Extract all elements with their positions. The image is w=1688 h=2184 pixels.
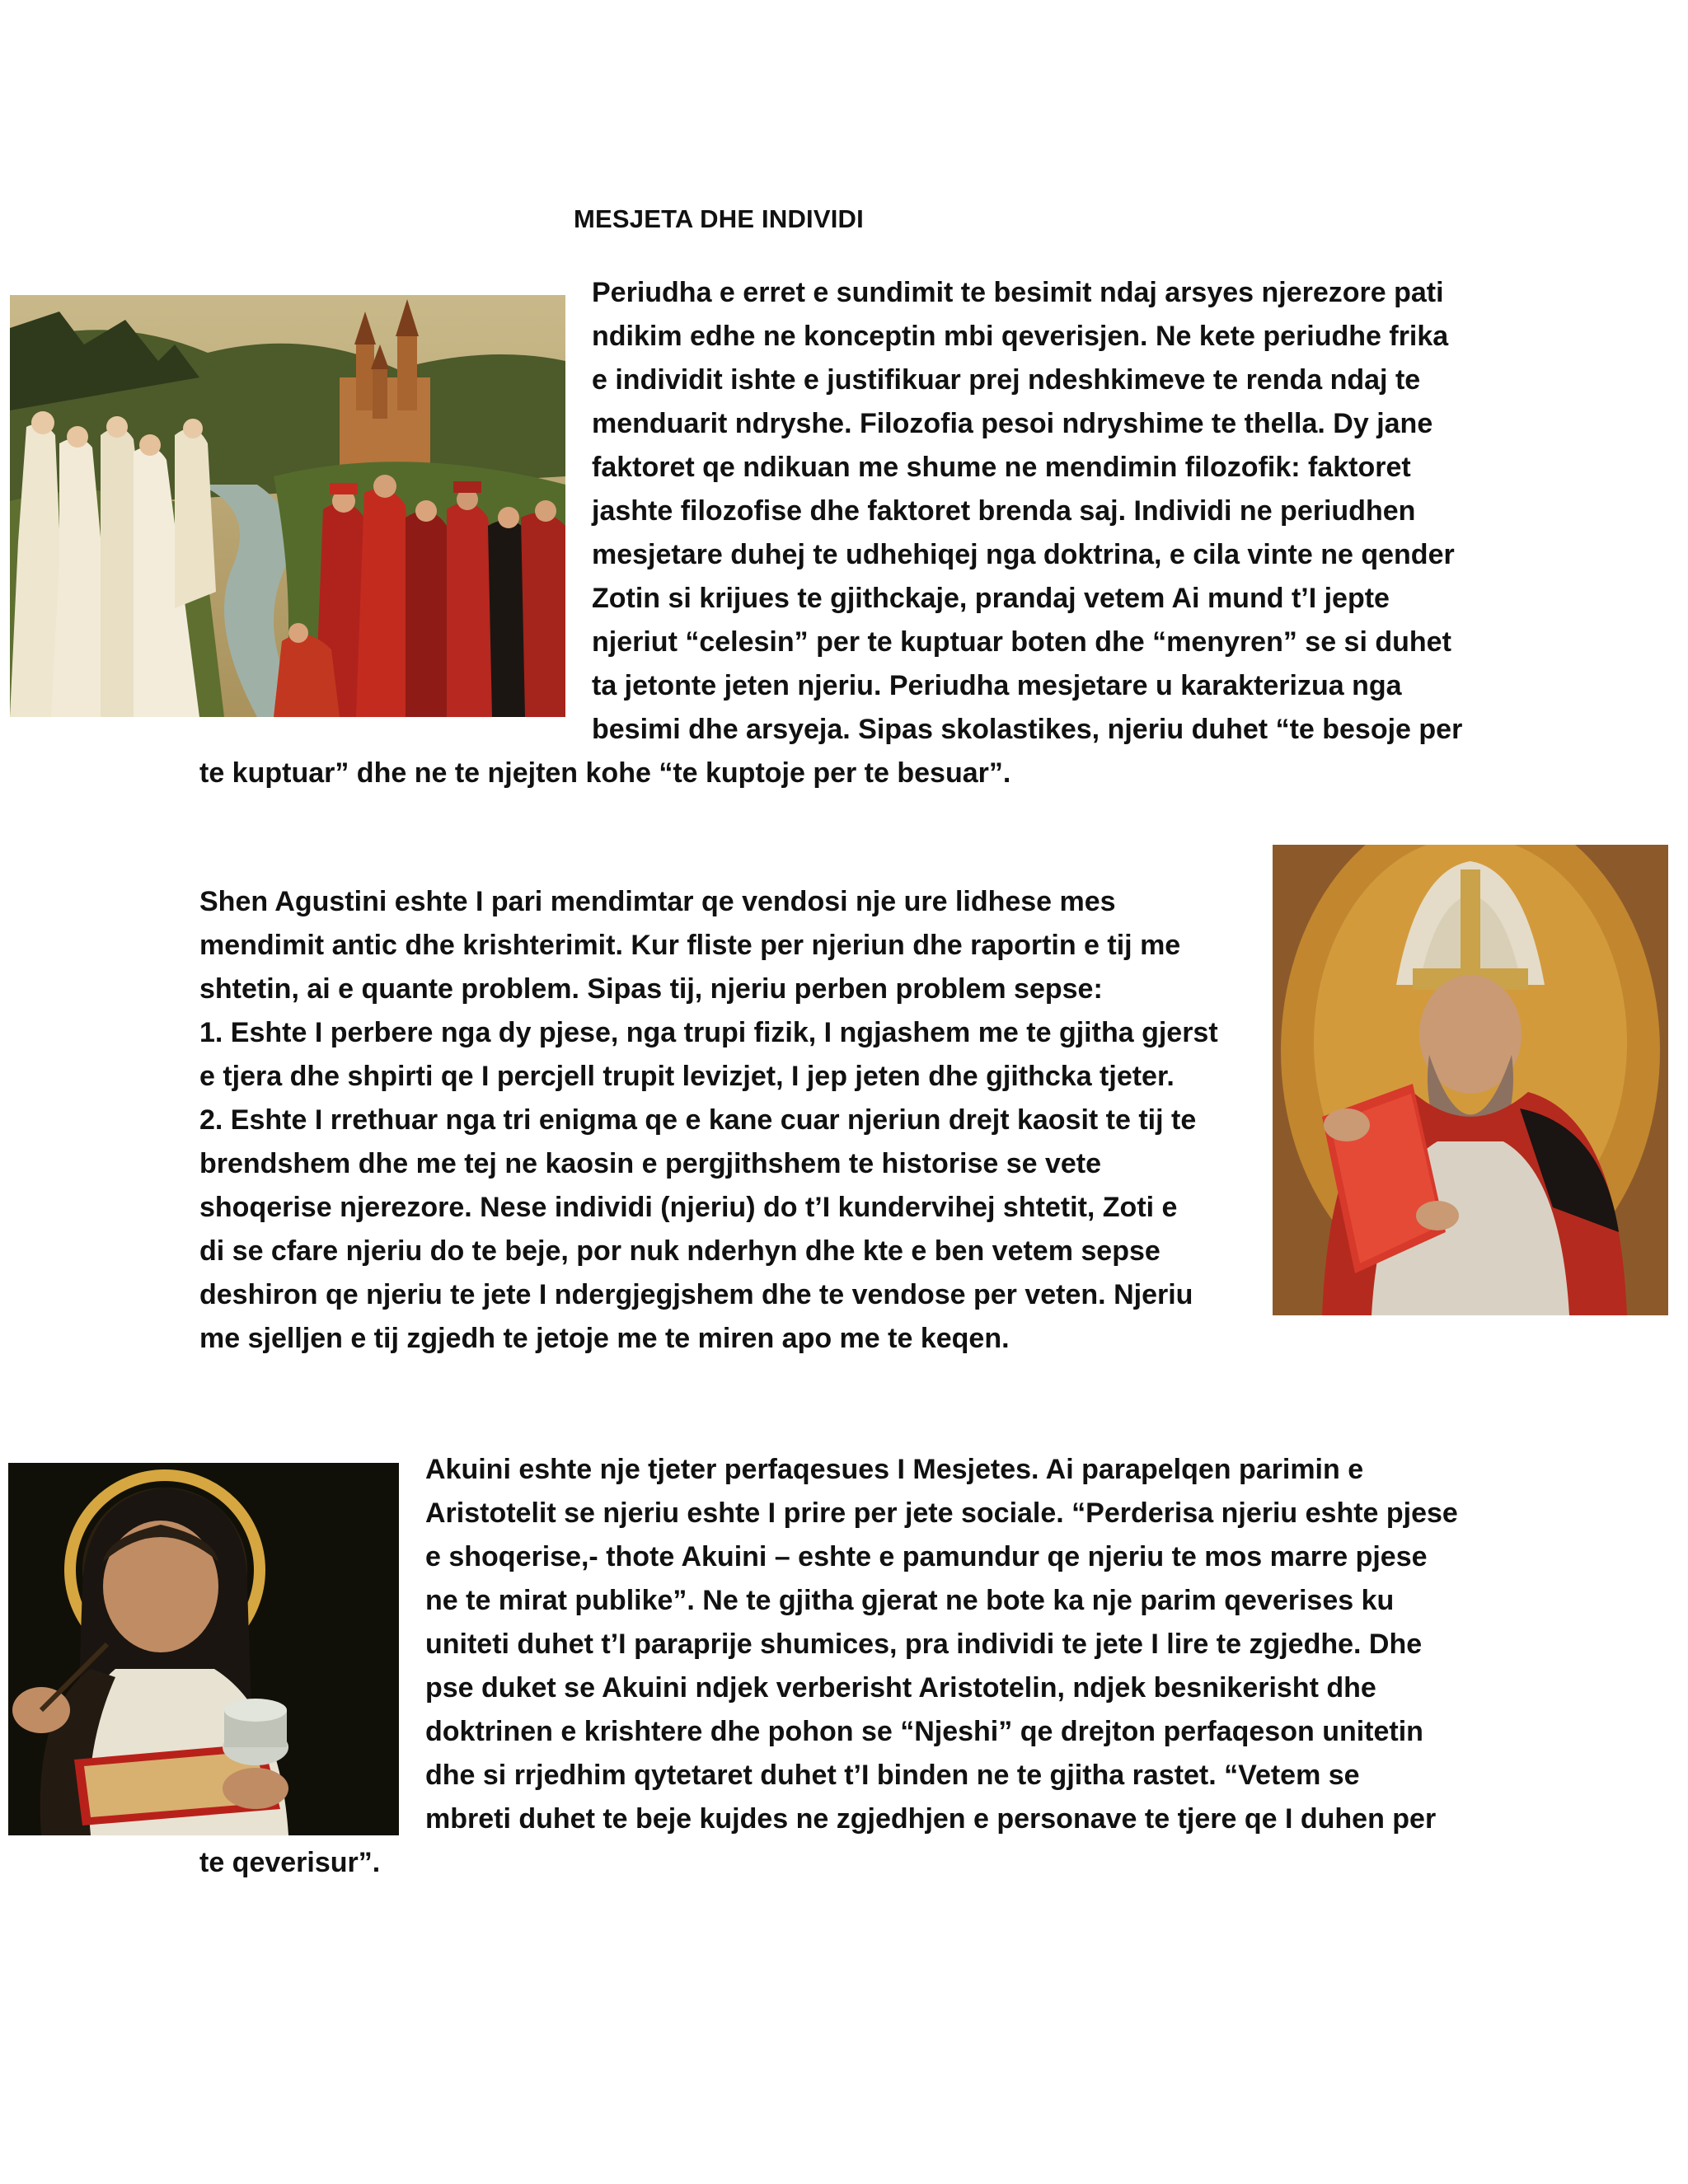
text-line: mbreti duhet te beje kujdes ne zgjedhjen e personave te tjere qe I duhen per: [425, 1803, 1437, 1835]
text-line: Akuini eshte nje tjeter perfaqesues I Mesjetes. Ai parapelqen parimin e: [425, 1454, 1364, 1485]
text-line: pse duket se Akuini ndjek verberisht Aristotelin, ndjek besnikerisht dhe: [425, 1672, 1376, 1704]
text-line: njeriut “celesin” per te kuptuar boten dhe “menyren” se si duhet: [592, 626, 1451, 658]
saint-augustine-illustration: [1273, 845, 1668, 1315]
text-line: besimi dhe arsyeja. Sipas skolastikes, njeriu duhet “te besoje per: [592, 714, 1463, 745]
text-line: deshiron qe njeriu te jete I ndergjegjshem dhe te vendose per veten. Njeriu: [199, 1279, 1193, 1310]
saint-augustine-painting: [1273, 845, 1668, 1315]
text-line: mesjetare duhej te udhehiqej nga doktrina, e cila vinte ne qender: [592, 539, 1455, 570]
text-line: me sjelljen e tij zgjedh te jetoje me te miren apo me te keqen.: [199, 1323, 1010, 1354]
text-line: Periudha e erret e sundimit te besimit ndaj arsyes njerezore pati: [592, 277, 1444, 308]
thomas-aquinas-painting: [8, 1463, 399, 1835]
text-line: ta jetonte jeten njeriu. Periudha mesjetare u karakterizua nga: [592, 670, 1402, 701]
text-line: 2. Eshte I rrethuar nga tri enigma qe e kane cuar njeriun drejt kaosit te tij te: [199, 1104, 1197, 1136]
text-line: dhe si rrjedhim qytetaret duhet t’I binden ne te gjitha rastet. “Vetem se: [425, 1760, 1360, 1791]
text-line: shtetin, ai e quante problem. Sipas tij, njeriu perben problem sepse:: [199, 973, 1103, 1005]
text-line: brendshem dhe me tej ne kaosin e pergjithshem te historise se vete: [199, 1148, 1102, 1179]
text-line: jashte filozofise dhe faktoret brenda saj. Individi ne periudhen: [592, 495, 1416, 527]
text-line: e shoqerise,- thote Akuini – eshte e pamundur qe njeriu te mos marre pjese: [425, 1541, 1428, 1572]
paragraph-medieval-individual: [199, 271, 1463, 795]
medieval-procession-painting: [10, 295, 565, 717]
text-line: te qeverisur”.: [199, 1847, 381, 1878]
text-line: shoqerise njerezore. Nese individi (njeriu) do t’I kundervihej shtetit, Zoti e: [199, 1192, 1178, 1223]
text-line: Zotin si krijues te gjithckaje, prandaj vetem Ai mund t’I jepte: [592, 583, 1390, 614]
text-line: doktrinen e krishtere dhe pohon se “Njeshi” qe drejton perfaqeson unitetin: [425, 1716, 1423, 1747]
medieval-procession-illustration: [10, 295, 565, 717]
text-line: Aristotelit se njeriu eshte I prire per jete sociale. “Perderisa njeriu eshte pjese: [425, 1497, 1458, 1529]
text-line: menduarit ndryshe. Filozofia pesoi ndryshime te thella. Dy jane: [592, 408, 1433, 439]
text-line: uniteti duhet t’I paraprije shumices, pra individi te jete I lire te zgjedhe. Dhe: [425, 1629, 1423, 1660]
page-title: MESJETA DHE INDIVIDI: [574, 204, 864, 233]
text-line: ndikim edhe ne konceptin mbi qeverisjen. Ne kete periudhe frika: [592, 321, 1449, 352]
text-line: Shen Agustini eshte I pari mendimtar qe vendosi nje ure lidhese mes: [199, 886, 1116, 917]
paragraph-saint-augustine: [199, 880, 1218, 1361]
paragraph-aquinas: [199, 1448, 1458, 1885]
text-line: ne te mirat publike”. Ne te gjitha gjerat ne bote ka nje parim qeverises ku: [425, 1585, 1395, 1616]
text-line: e individit ishte e justifikuar prej ndeshkimeve te renda ndaj te: [592, 364, 1421, 396]
text-line: mendimit antic dhe krishterimit. Kur fliste per njeriun dhe raportin e tij me: [199, 930, 1181, 961]
thomas-aquinas-illustration: [8, 1463, 399, 1835]
text-line: e tjera dhe shpirti qe I percjell trupit levizjet, I jep jeten dhe gjithcka tjeter.: [199, 1061, 1175, 1092]
text-line: 1. Eshte I perbere nga dy pjese, nga trupi fizik, I ngjashem me te gjitha gjerst: [199, 1017, 1218, 1048]
text-line: te kuptuar” dhe ne te njejten kohe “te kuptoje per te besuar”.: [199, 757, 1011, 789]
text-line: faktoret qe ndikuan me shume ne mendimin filozofik: faktoret: [592, 452, 1411, 483]
text-line: di se cfare njeriu do te beje, por nuk nderhyn dhe kte e ben vetem sepse: [199, 1235, 1160, 1267]
